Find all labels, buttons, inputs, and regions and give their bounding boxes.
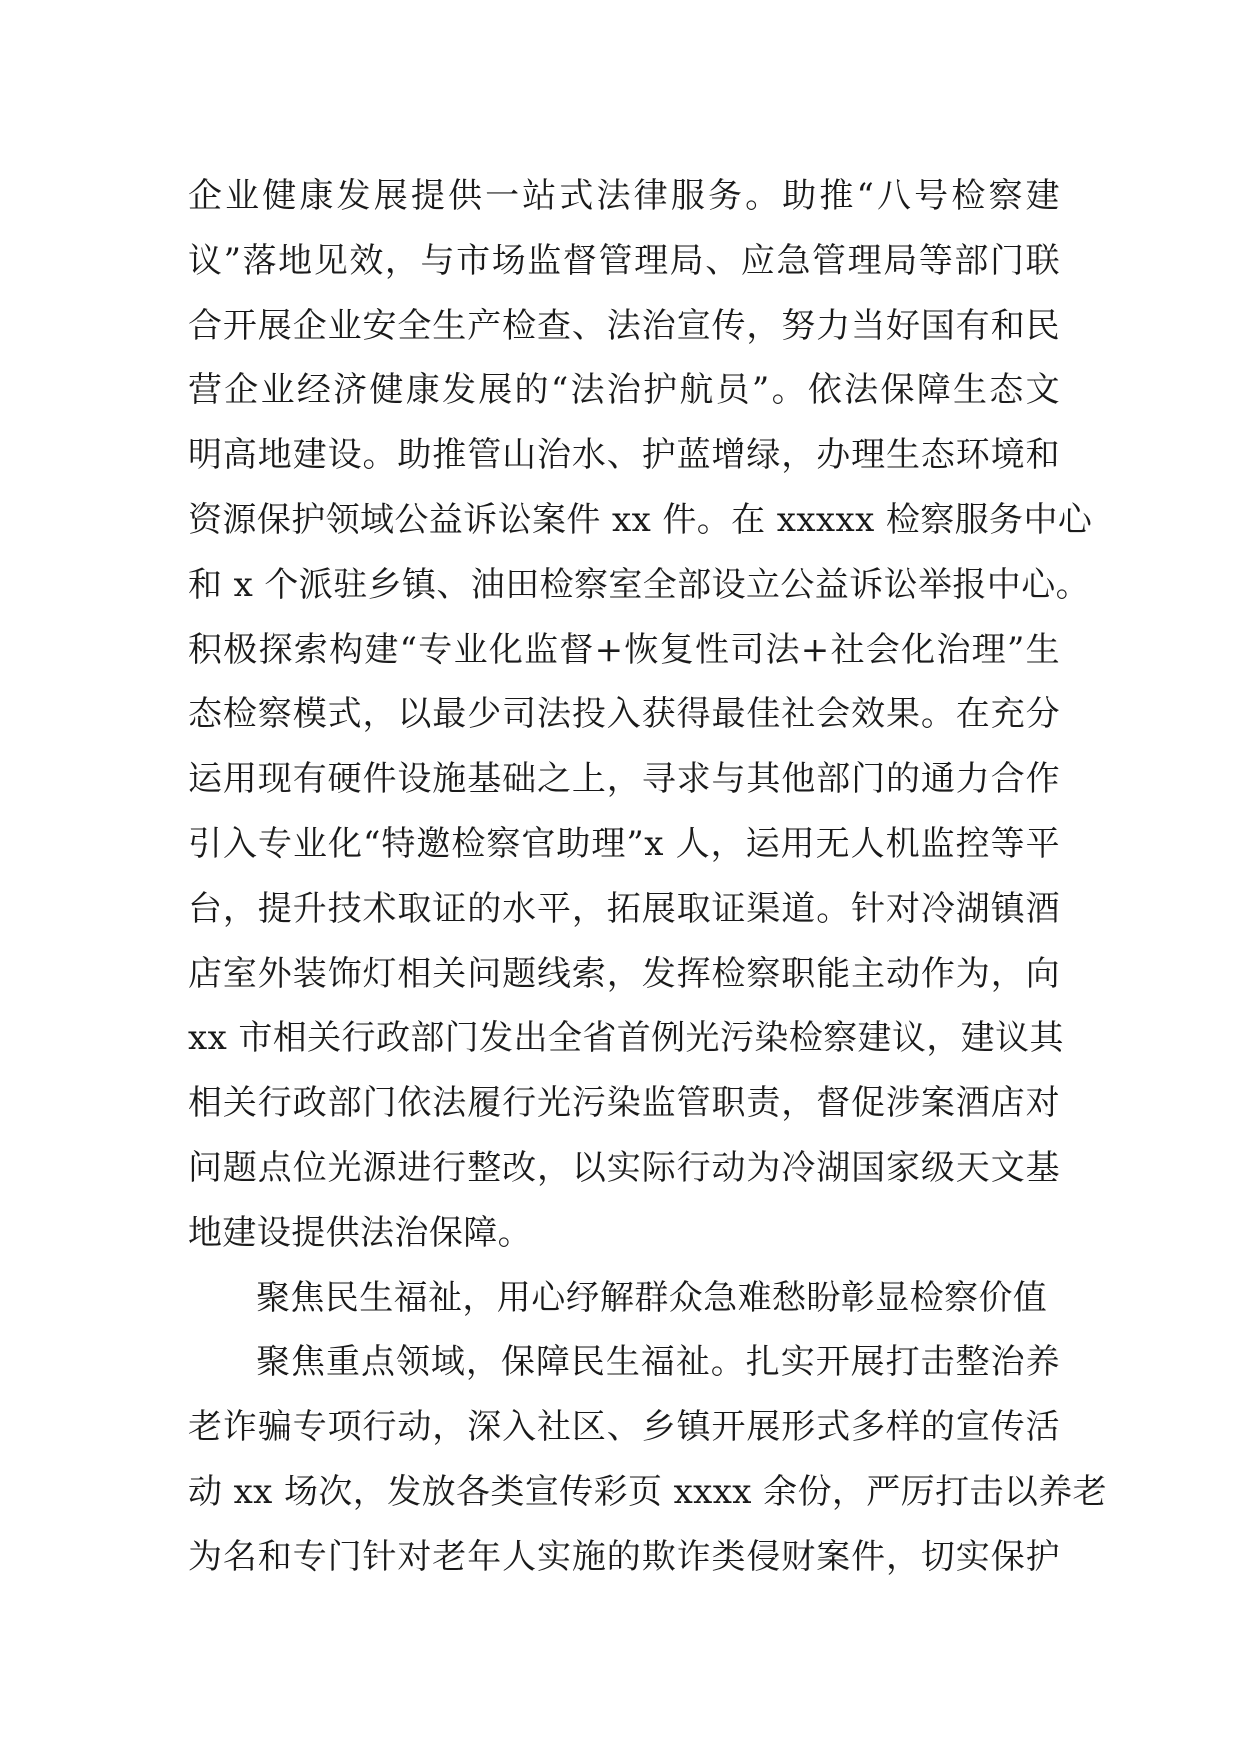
text-line: 合开展企业安全生产检查、法治宣传，努力当好国有和民 bbox=[188, 305, 1060, 346]
text-line: 和 x 个派驻乡镇、油田检察室全部设立公益诉讼举报中心。 bbox=[188, 564, 1090, 605]
text-line: 态检察模式，以最少司法投入获得最佳社会效果。在充分 bbox=[188, 694, 1060, 735]
text-line: 老诈骗专项行动，深入社区、乡镇开展形式多样的宣传活 bbox=[188, 1407, 1060, 1448]
text-line: 营企业经济健康发展的“法治护航员”。依法保障生态文 bbox=[188, 370, 1060, 411]
text-line: 企业健康发展提供一站式法律服务。助推“八号检察建 bbox=[188, 176, 1060, 216]
text-line: 资源保护领域公益诉讼案件 xx 件。在 xxxxx 检察服务中心 bbox=[188, 499, 1093, 540]
text-line: 为名和专门针对老年人实施的欺诈类侵财案件，切实保护 bbox=[188, 1536, 1060, 1577]
body-text bbox=[188, 164, 1108, 1590]
paragraph-first-line: 聚焦重点领域，保障民生福祉。扎实开展打击整治养 bbox=[256, 1342, 1060, 1383]
text-line: 运用现有硬件设施基础之上，寻求与其他部门的通力合作 bbox=[188, 759, 1060, 800]
text-line: 地建设提供法治保障。 bbox=[188, 1212, 532, 1253]
text-line: 台，提升技术取证的水平，拓展取证渠道。针对冷湖镇酒 bbox=[188, 888, 1060, 929]
text-line: 引入专业化“特邀检察官助理”x 人，运用无人机监控等平 bbox=[188, 823, 1060, 864]
text-line: 明高地建设。助推管山治水、护蓝增绿，办理生态环境和 bbox=[188, 435, 1060, 476]
text-line: 动 xx 场次，发放各类宣传彩页 xxxx 余份，严厉打击以养老 bbox=[188, 1471, 1108, 1512]
text-line: 积极探索构建“专业化监督+恢复性司法+社会化治理”生 bbox=[188, 629, 1060, 670]
text-line: 相关行政部门依法履行光污染监管职责，督促涉案酒店对 bbox=[188, 1083, 1060, 1124]
text-line: 店室外装饰灯相关问题线索，发挥检察职能主动作为，向 bbox=[188, 953, 1060, 994]
text-line: 议”落地见效，与市场监督管理局、应急管理局等部门联 bbox=[188, 240, 1060, 281]
text-line: 问题点位光源进行整改，以实际行动为冷湖国家级天文基 bbox=[188, 1147, 1060, 1188]
text-line: xx 市相关行政部门发出全省首例光污染检察建议，建议其 bbox=[188, 1018, 1064, 1059]
paragraph-first-line: 聚焦民生福祉，用心纾解群众急难愁盼彰显检察价值 bbox=[256, 1277, 1048, 1318]
